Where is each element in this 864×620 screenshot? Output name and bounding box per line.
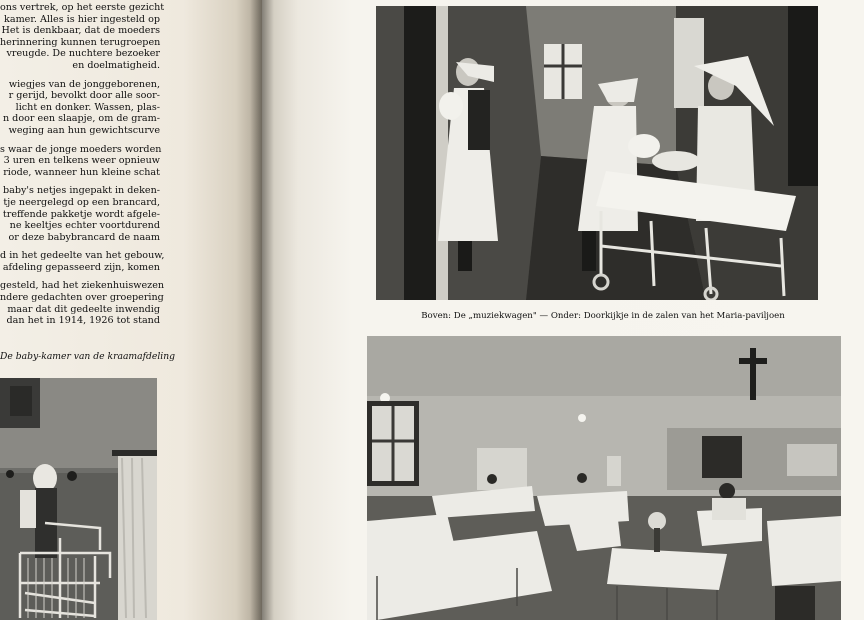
text-line: dan het in 1914, 1926 tot stand bbox=[6, 315, 160, 327]
right-photo-caption: Boven: De „muziekwagen" — Onder: Doorkijkje in de zalen van het Maria-paviljoen bbox=[421, 311, 785, 321]
left-photo-caption: De baby-kamer van de kraamafdeling bbox=[0, 351, 176, 362]
paragraph-gap bbox=[0, 273, 160, 280]
text-line: herinnering kunnen terugroepen bbox=[0, 36, 161, 48]
text-line: vreugde. De nuchtere bezoeker bbox=[6, 48, 160, 60]
text-line: maar dat dit gedeelte inwendig bbox=[7, 303, 160, 315]
text-line: wiegjes van de jonggeborenen, bbox=[8, 78, 160, 90]
text-line: baby's netjes ingepakt in deken- bbox=[2, 185, 160, 197]
text-line: weging aan hun gewichtscurve bbox=[8, 124, 160, 136]
left-body-text bbox=[0, 2, 165, 327]
text-line: afdeling gepasseerd zijn, komen bbox=[2, 261, 160, 273]
text-line: or deze babybrancard de naam bbox=[8, 231, 160, 243]
book-spine bbox=[250, 0, 274, 620]
text-line: tje neergelegd op een brancard, bbox=[3, 196, 160, 208]
text-line: gesteld, had het ziekenhuiswezen bbox=[0, 280, 165, 292]
text-line: s waar de jonge moeders worden bbox=[0, 143, 162, 155]
photo-music-wagon bbox=[376, 6, 818, 300]
text-line: kamer. Alles is hier ingesteld op bbox=[4, 13, 160, 25]
photo-nursery-room bbox=[0, 378, 157, 620]
text-line: n door een slaapje, om de gram- bbox=[2, 113, 160, 125]
paragraph-gap bbox=[0, 137, 160, 144]
text-line: riode, wanneer hun kleine schat bbox=[3, 166, 160, 178]
text-line: 3 uren en telkens weer opnieuw bbox=[3, 155, 160, 167]
text-line: Het is denkbaar, dat de moeders bbox=[1, 25, 160, 37]
text-line: treffende pakketje wordt afgele- bbox=[2, 208, 160, 220]
text-line: ons vertrek, op het eerste gezicht bbox=[0, 2, 165, 13]
paragraph-gap bbox=[0, 243, 160, 250]
text-line: en doelmatigheid. bbox=[72, 59, 160, 71]
paragraph-gap bbox=[0, 178, 160, 185]
text-line: r gerijd, bevolkt door alle soor- bbox=[8, 90, 160, 102]
text-line: ne keeltjes echter voortdurend bbox=[9, 220, 160, 232]
text-line: licht en donker. Wassen, plas- bbox=[15, 101, 160, 113]
left-page bbox=[0, 0, 262, 620]
photo-maria-pavilion-ward bbox=[367, 336, 841, 620]
text-line: ndere gedachten over groepering bbox=[0, 292, 164, 304]
paragraph-gap bbox=[0, 72, 160, 79]
text-line: d in het gedeelte van het gebouw, bbox=[0, 250, 165, 262]
